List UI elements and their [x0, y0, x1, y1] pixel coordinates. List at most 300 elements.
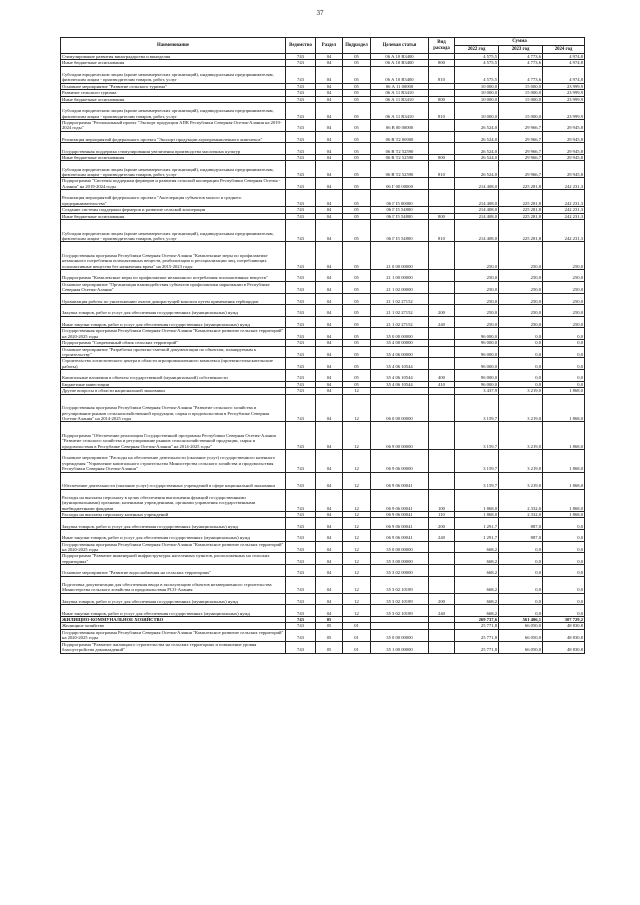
- row-podrazdel: 12: [343, 489, 371, 511]
- row-ved: 743: [286, 623, 316, 629]
- row-target-article: 21 1 02 27152: [371, 316, 429, 328]
- row-razdel: 04: [316, 60, 343, 66]
- row-podrazdel: 12: [343, 422, 371, 450]
- row-target-article: 21 1 00 00000: [371, 270, 429, 282]
- row-sum-2022: 3 159,7: [455, 394, 499, 422]
- row-name: Подпрограмма "Развитие жилищного строительства на сельских территориях и повышение уровня благоустройства домовладений": [61, 641, 286, 653]
- row-sum-2022: 214 408,0: [455, 207, 499, 213]
- table-row: [61, 629, 585, 641]
- row-expense-type: [429, 553, 455, 565]
- row-sum-2022: 214 408,0: [455, 220, 499, 242]
- row-razdel: 05: [316, 617, 343, 623]
- row-name: Стимулирование развития виноградарства и виноделия: [61, 54, 286, 60]
- row-ved: 743: [286, 60, 316, 66]
- header-target-article: Целевая статья: [371, 38, 429, 54]
- row-target-article: 06 0 00 00000: [371, 394, 429, 422]
- row-razdel: 04: [316, 207, 343, 213]
- row-target-article: 35 0 00 00000: [371, 328, 429, 340]
- row-razdel: 05: [316, 623, 343, 629]
- row-razdel: 04: [316, 346, 343, 358]
- header-expense-type: Вид расхода: [429, 38, 455, 54]
- row-podrazdel: 05: [343, 96, 371, 102]
- row-ved: 743: [286, 270, 316, 282]
- row-razdel: 04: [316, 576, 343, 593]
- row-sum-2023: 0,0: [499, 593, 543, 605]
- row-expense-type: 240: [429, 530, 455, 542]
- row-razdel: 04: [316, 518, 343, 530]
- row-razdel: 04: [316, 394, 343, 422]
- row-podrazdel: 05: [343, 103, 371, 120]
- row-ved: 743: [286, 96, 316, 102]
- row-sum-2022: 269 737,6: [455, 617, 499, 623]
- row-podrazdel: 12: [343, 593, 371, 605]
- header-2023: 2023 год: [499, 46, 543, 54]
- row-expense-type: [429, 270, 455, 282]
- row-expense-type: 810: [429, 220, 455, 242]
- row-podrazdel: 05: [343, 207, 371, 213]
- row-target-article: 21 1 02 27152: [371, 305, 429, 317]
- row-podrazdel: 12: [343, 518, 371, 530]
- row-name: Государственная программа Республики Северная Осетия-Алания "Комплексное развитие сельских территорий" на 2020-2025 годы: [61, 541, 286, 553]
- header-name: Наименование: [61, 38, 286, 54]
- row-ved: 743: [286, 472, 316, 489]
- row-ved: 743: [286, 346, 316, 358]
- row-sum-2022: 10 000,0: [455, 83, 499, 89]
- header-razdel: Раздел: [316, 38, 343, 54]
- row-name: Иные бюджетные ассигнования: [61, 213, 286, 219]
- row-sum-2023: 15 000,0: [499, 103, 543, 120]
- row-name: Иные закупки товаров, работ и услуг для обеспечения государственных (муниципальных) нужд: [61, 605, 286, 617]
- row-sum-2022: 1 291,7: [455, 530, 499, 542]
- row-ved: 743: [286, 541, 316, 553]
- row-sum-2022: 3 159,7: [455, 472, 499, 489]
- row-razdel: 04: [316, 530, 343, 542]
- row-target-article: 21 0 00 00000: [371, 242, 429, 270]
- row-expense-type: [429, 565, 455, 577]
- header-2022: 2022 год: [455, 46, 499, 54]
- row-sum-2022: 668,2: [455, 553, 499, 565]
- header-2024: 2024 год: [543, 46, 585, 54]
- row-razdel: 04: [316, 90, 343, 96]
- row-ved: 743: [286, 381, 316, 387]
- row-expense-type: [429, 281, 455, 293]
- table-row: [61, 576, 585, 593]
- row-sum-2024: 23 999,9: [543, 83, 585, 89]
- table-row: [61, 489, 585, 511]
- row-sum-2023: 0,0: [499, 346, 543, 358]
- row-podrazdel: 12: [343, 553, 371, 565]
- row-podrazdel: 01: [343, 623, 371, 629]
- row-target-article: 06 9 06 00041: [371, 518, 429, 530]
- row-expense-type: 800: [429, 155, 455, 161]
- row-sum-2022: 96 000,0: [455, 370, 499, 382]
- table-row: [61, 190, 585, 207]
- row-podrazdel: 05: [343, 143, 371, 155]
- row-razdel: 04: [316, 96, 343, 102]
- row-name: Строительство логистического центра в области агропромышленного комплекса (проектно-изыскательские работы): [61, 358, 286, 370]
- row-sum-2023: 29 966,7: [499, 143, 543, 155]
- row-podrazdel: 05: [343, 328, 371, 340]
- row-sum-2022: 214 408,0: [455, 213, 499, 219]
- table-row: [61, 281, 585, 293]
- row-ved: 743: [286, 370, 316, 382]
- row-sum-2023: 0,0: [499, 553, 543, 565]
- row-podrazdel: 12: [343, 512, 371, 518]
- row-name: Субсидии юридическим лицам (кроме некоммерческих организаций), индивидуальным предпринимателям, физическим лицам - производителям товаров, работ, услуг: [61, 66, 286, 83]
- row-sum-2022: 96 000,0: [455, 358, 499, 370]
- row-target-article: 06 В Т2 52590: [371, 143, 429, 155]
- row-razdel: 04: [316, 450, 343, 472]
- table-row: [61, 178, 585, 190]
- row-name: Подпрограмма "Системы поддержки фермеров и развития сельской кооперации Республики Северная Осетия - Алания" на 2019-2024 годы: [61, 178, 286, 190]
- row-ved: 743: [286, 617, 316, 623]
- row-expense-type: [429, 641, 455, 653]
- row-sum-2024: 242 231,3: [543, 190, 585, 207]
- row-sum-2023: 66 050,0: [499, 629, 543, 641]
- row-razdel: 04: [316, 328, 343, 340]
- table-row: [61, 450, 585, 472]
- row-target-article: 06 9 06 00041: [371, 530, 429, 542]
- table-row: [61, 394, 585, 422]
- row-podrazdel: 12: [343, 472, 371, 489]
- row-podrazdel: 12: [343, 541, 371, 553]
- row-expense-type: 800: [429, 213, 455, 219]
- row-expense-type: [429, 394, 455, 422]
- row-ved: 743: [286, 388, 316, 394]
- row-name: Субсидии юридическим лицам (кроме некоммерческих организаций), индивидуальным предпринимателям, физическим лицам - производителям товаров, работ, услуг: [61, 103, 286, 120]
- row-podrazdel: 05: [343, 316, 371, 328]
- row-target-article: 06 Г I5 54800: [371, 220, 429, 242]
- row-sum-2023: 250,0: [499, 316, 543, 328]
- row-expense-type: [429, 576, 455, 593]
- table-row: [61, 518, 585, 530]
- row-name: Основное мероприятие "Расходы на обеспечение деятельности (оказание услуг) государственного казенного учреждения "Управление капитального строительства Министерства сельского хозяйства и продовольствия Республики Северная Осетия-Алания": [61, 450, 286, 472]
- row-name: Реализация мероприятий федерального проекта "Экспорт продукции агропромышленного комплекса": [61, 131, 286, 143]
- row-sum-2023: 250,0: [499, 242, 543, 270]
- row-target-article: 21 1 02 00000: [371, 281, 429, 293]
- row-razdel: 04: [316, 553, 343, 565]
- row-razdel: 04: [316, 381, 343, 387]
- row-target-article: 06 А 11 R3410: [371, 96, 429, 102]
- row-ved: 743: [286, 605, 316, 617]
- row-sum-2024: 1 868,0: [543, 388, 585, 394]
- row-name: Бюджетные инвестиции: [61, 381, 286, 387]
- row-target-article: 06 9 00 00000: [371, 422, 429, 450]
- row-name: Иные бюджетные ассигнования: [61, 60, 286, 66]
- row-expense-type: 800: [429, 60, 455, 66]
- row-sum-2024: 1 868,0: [543, 422, 585, 450]
- table-row: [61, 593, 585, 605]
- row-ved: 743: [286, 83, 316, 89]
- row-sum-2024: 1 868,0: [543, 512, 585, 518]
- row-target-article: 35 0 00 00000: [371, 629, 429, 641]
- table-row: [61, 161, 585, 178]
- row-sum-2023: 29 966,7: [499, 155, 543, 161]
- row-expense-type: 200: [429, 305, 455, 317]
- row-expense-type: 810: [429, 103, 455, 120]
- row-podrazdel: 01: [343, 629, 371, 641]
- row-razdel: 04: [316, 213, 343, 219]
- row-sum-2024: 0,0: [543, 346, 585, 358]
- row-expense-type: [429, 346, 455, 358]
- row-podrazdel: 12: [343, 450, 371, 472]
- row-target-article: 21 1 02 27152: [371, 293, 429, 305]
- row-sum-2024: 23 999,9: [543, 96, 585, 102]
- row-target-article: 06 В Т2 00000: [371, 131, 429, 143]
- row-expense-type: [429, 293, 455, 305]
- row-sum-2023: 250,0: [499, 305, 543, 317]
- table-row: [61, 346, 585, 358]
- row-target-article: 35 3 02 10189: [371, 576, 429, 593]
- row-sum-2023: 0,0: [499, 340, 543, 346]
- row-sum-2023: 29 966,7: [499, 161, 543, 178]
- row-ved: 743: [286, 66, 316, 83]
- row-name: Закупка товаров, работ и услуг для обеспечения государственных (муниципальных) нужд: [61, 518, 286, 530]
- row-ved: 743: [286, 316, 316, 328]
- row-podrazdel: 05: [343, 270, 371, 282]
- table-row: [61, 270, 585, 282]
- row-sum-2024: 29 945,8: [543, 155, 585, 161]
- row-ved: 743: [286, 220, 316, 242]
- row-razdel: 04: [316, 316, 343, 328]
- row-ved: 743: [286, 328, 316, 340]
- row-expense-type: 200: [429, 518, 455, 530]
- row-sum-2023: 29 966,7: [499, 131, 543, 143]
- row-razdel: 04: [316, 293, 343, 305]
- row-sum-2022: 26 524,0: [455, 131, 499, 143]
- row-sum-2024: 250,0: [543, 270, 585, 282]
- row-target-article: 06 А 10 R3400: [371, 60, 429, 66]
- row-razdel: 04: [316, 54, 343, 60]
- row-razdel: 04: [316, 103, 343, 120]
- row-expense-type: [429, 422, 455, 450]
- row-razdel: 04: [316, 472, 343, 489]
- row-sum-2023: 250,0: [499, 293, 543, 305]
- row-sum-2022: 250,0: [455, 293, 499, 305]
- row-sum-2023: 4 773,6: [499, 66, 543, 83]
- row-name: Субсидии юридическим лицам (кроме некоммерческих организаций), индивидуальным предпринимателям, физическим лицам - производителям товаров, работ, услуг: [61, 220, 286, 242]
- row-sum-2022: 668,2: [455, 605, 499, 617]
- row-ved: 743: [286, 161, 316, 178]
- row-sum-2022: 250,0: [455, 270, 499, 282]
- table-body: [61, 54, 585, 654]
- row-podrazdel: 05: [343, 213, 371, 219]
- row-razdel: 04: [316, 66, 343, 83]
- row-name: Иные бюджетные ассигнования: [61, 155, 286, 161]
- row-sum-2023: 0,0: [499, 370, 543, 382]
- table-row: [61, 541, 585, 553]
- row-sum-2024: 0,0: [543, 328, 585, 340]
- row-target-article: 06 9 06 00041: [371, 512, 429, 518]
- row-expense-type: 810: [429, 66, 455, 83]
- row-podrazdel: 05: [343, 293, 371, 305]
- row-podrazdel: 05: [343, 358, 371, 370]
- row-razdel: 04: [316, 541, 343, 553]
- row-razdel: 04: [316, 161, 343, 178]
- row-expense-type: 400: [429, 370, 455, 382]
- row-podrazdel: 05: [343, 242, 371, 270]
- row-sum-2024: 250,0: [543, 316, 585, 328]
- row-expense-type: [429, 541, 455, 553]
- row-sum-2022: 96 000,0: [455, 346, 499, 358]
- row-sum-2022: 250,0: [455, 305, 499, 317]
- row-razdel: 04: [316, 155, 343, 161]
- row-podrazdel: 05: [343, 346, 371, 358]
- header-ved: Ведомство: [286, 38, 316, 54]
- row-sum-2024: 0,0: [543, 553, 585, 565]
- row-ved: 743: [286, 143, 316, 155]
- row-expense-type: [429, 120, 455, 132]
- row-sum-2024: 29 945,8: [543, 120, 585, 132]
- row-target-article: 06 9 06 00041: [371, 489, 429, 511]
- row-ved: 743: [286, 242, 316, 270]
- row-name: Подпрограмма "Современный облик сельских территорий": [61, 340, 286, 346]
- row-sum-2024: 29 945,8: [543, 143, 585, 155]
- row-ved: 743: [286, 565, 316, 577]
- row-name: Подготовка документации для обеспечения ввода в эксплуатацию объектов незавершенного строительства Министерства сельского хозяйства и продовольствия РСО-Алания: [61, 576, 286, 593]
- row-sum-2024: 4 974,8: [543, 60, 585, 66]
- row-expense-type: 810: [429, 161, 455, 178]
- row-ved: 743: [286, 103, 316, 120]
- row-razdel: 05: [316, 629, 343, 641]
- table-row: [61, 422, 585, 450]
- row-expense-type: 110: [429, 512, 455, 518]
- row-sum-2022: 214 408,0: [455, 178, 499, 190]
- table-row: [61, 316, 585, 328]
- row-podrazdel: 05: [343, 131, 371, 143]
- row-target-article: 35 4 06 10544: [371, 358, 429, 370]
- row-name: Расходы на выплаты персоналу в целях обеспечения выполнения функций государственными (муниципальными) органами, казенными учреждениями, органами управления государственными внебюджетными фондами: [61, 489, 286, 511]
- row-razdel: 04: [316, 565, 343, 577]
- row-podrazdel: 12: [343, 394, 371, 422]
- row-sum-2022: 668,2: [455, 576, 499, 593]
- table-row: [61, 120, 585, 132]
- row-name: Подпрограмма "Региональный проект "Экспорт продукции АПК Республики Северная Осетия-Алания на 2019-2024 годы": [61, 120, 286, 132]
- row-razdel: 04: [316, 305, 343, 317]
- row-sum-2024: 0,0: [543, 541, 585, 553]
- row-podrazdel: 05: [343, 54, 371, 60]
- row-sum-2023: 561 406,1: [499, 617, 543, 623]
- row-name: Жилищное хозяйство: [61, 623, 286, 629]
- row-expense-type: [429, 328, 455, 340]
- row-sum-2023: 2 332,0: [499, 489, 543, 511]
- row-sum-2024: 29 945,8: [543, 161, 585, 178]
- row-sum-2023: 0,0: [499, 381, 543, 387]
- row-razdel: 04: [316, 83, 343, 89]
- row-target-article: 35 3 02 10189: [371, 593, 429, 605]
- row-podrazdel: 05: [343, 120, 371, 132]
- row-razdel: 04: [316, 358, 343, 370]
- row-target-article: 35 0 00 00000: [371, 541, 429, 553]
- row-sum-2024: 1 868,0: [543, 489, 585, 511]
- row-target-article: 06 А 11 00000: [371, 83, 429, 89]
- row-ved: 743: [286, 593, 316, 605]
- row-name: Другие вопросы в области национальной экономики: [61, 388, 286, 394]
- table-row: [61, 641, 585, 653]
- row-target-article: 35 4 00 00000: [371, 340, 429, 346]
- table-row: [61, 553, 585, 565]
- row-sum-2022: 25 771,8: [455, 623, 499, 629]
- table-row: [61, 605, 585, 617]
- row-name: Основное мероприятие "Организация взаимодействия субъектов профилактики наркомании в Республике Северная Осетия-Алания": [61, 281, 286, 293]
- row-name: Развитие сельского туризма: [61, 90, 286, 96]
- table-row: [61, 305, 585, 317]
- row-podrazdel: 05: [343, 90, 371, 96]
- row-sum-2022: 25 771,8: [455, 641, 499, 653]
- row-sum-2022: 3 159,7: [455, 450, 499, 472]
- row-sum-2023: 225 281,8: [499, 190, 543, 207]
- row-podrazdel: 05: [343, 220, 371, 242]
- row-expense-type: [429, 143, 455, 155]
- row-sum-2024: 0,0: [543, 370, 585, 382]
- row-podrazdel: 05: [343, 281, 371, 293]
- row-sum-2022: 668,2: [455, 541, 499, 553]
- row-expense-type: [429, 242, 455, 270]
- row-podrazdel: 05: [343, 305, 371, 317]
- row-razdel: 04: [316, 190, 343, 207]
- row-razdel: 04: [316, 388, 343, 394]
- row-razdel: 04: [316, 131, 343, 143]
- row-ved: 743: [286, 281, 316, 293]
- row-razdel: 04: [316, 422, 343, 450]
- row-sum-2022: 96 000,0: [455, 381, 499, 387]
- row-target-article: 06 Г I5 54800: [371, 213, 429, 219]
- row-expense-type: [429, 450, 455, 472]
- row-sum-2024: 242 231,3: [543, 220, 585, 242]
- row-target-article: 35 3 00 00000: [371, 553, 429, 565]
- row-target-article: 06 9 06 00000: [371, 450, 429, 472]
- row-podrazdel: 05: [343, 340, 371, 346]
- row-podrazdel: 12: [343, 605, 371, 617]
- row-ved: 743: [286, 518, 316, 530]
- row-sum-2023: 250,0: [499, 270, 543, 282]
- row-razdel: 04: [316, 120, 343, 132]
- row-sum-2024: 250,0: [543, 293, 585, 305]
- row-sum-2024: 0,0: [543, 593, 585, 605]
- row-ved: 743: [286, 90, 316, 96]
- row-razdel: 04: [316, 143, 343, 155]
- row-sum-2022: 250,0: [455, 242, 499, 270]
- row-razdel: 04: [316, 340, 343, 346]
- row-sum-2024: 0,0: [543, 530, 585, 542]
- row-name: Государственная программа Республики Северная Осетия-Алания "Комплексные меры по профилактике незаконного потребления психоактивных веществ, реабилитации и ресоциализации лиц, потребляющих психоактивные вещества без назначения врача" на 2015-2023 годы: [61, 242, 286, 270]
- row-ved: 743: [286, 530, 316, 542]
- row-target-article: 06 В Т2 52590: [371, 155, 429, 161]
- row-name: Реализация мероприятий федерального проекта "Акселерация субъектов малого и среднего предпринимательства": [61, 190, 286, 207]
- row-razdel: 05: [316, 641, 343, 653]
- row-razdel: 04: [316, 370, 343, 382]
- row-ved: 743: [286, 340, 316, 346]
- row-sum-2024: 23 999,9: [543, 103, 585, 120]
- row-sum-2024: 4 974,8: [543, 66, 585, 83]
- row-name: Капитальные вложения в объекты государственной (муниципальной) собственности: [61, 370, 286, 382]
- row-expense-type: [429, 131, 455, 143]
- row-sum-2022: 96 000,0: [455, 340, 499, 346]
- row-expense-type: [429, 472, 455, 489]
- row-sum-2024: 4 974,8: [543, 54, 585, 60]
- row-razdel: 04: [316, 281, 343, 293]
- page-number: 37: [316, 9, 324, 17]
- row-sum-2024: 23 999,9: [543, 90, 585, 96]
- row-target-article: 06 В 00 00000: [371, 120, 429, 132]
- row-sum-2023: 887,0: [499, 518, 543, 530]
- row-target-article: 06 Г I5 00000: [371, 190, 429, 207]
- row-name: Иные бюджетные ассигнования: [61, 96, 286, 102]
- row-target-article: 06 9 06 00041: [371, 472, 429, 489]
- row-expense-type: [429, 178, 455, 190]
- row-sum-2024: 0,0: [543, 565, 585, 577]
- row-podrazdel: 12: [343, 530, 371, 542]
